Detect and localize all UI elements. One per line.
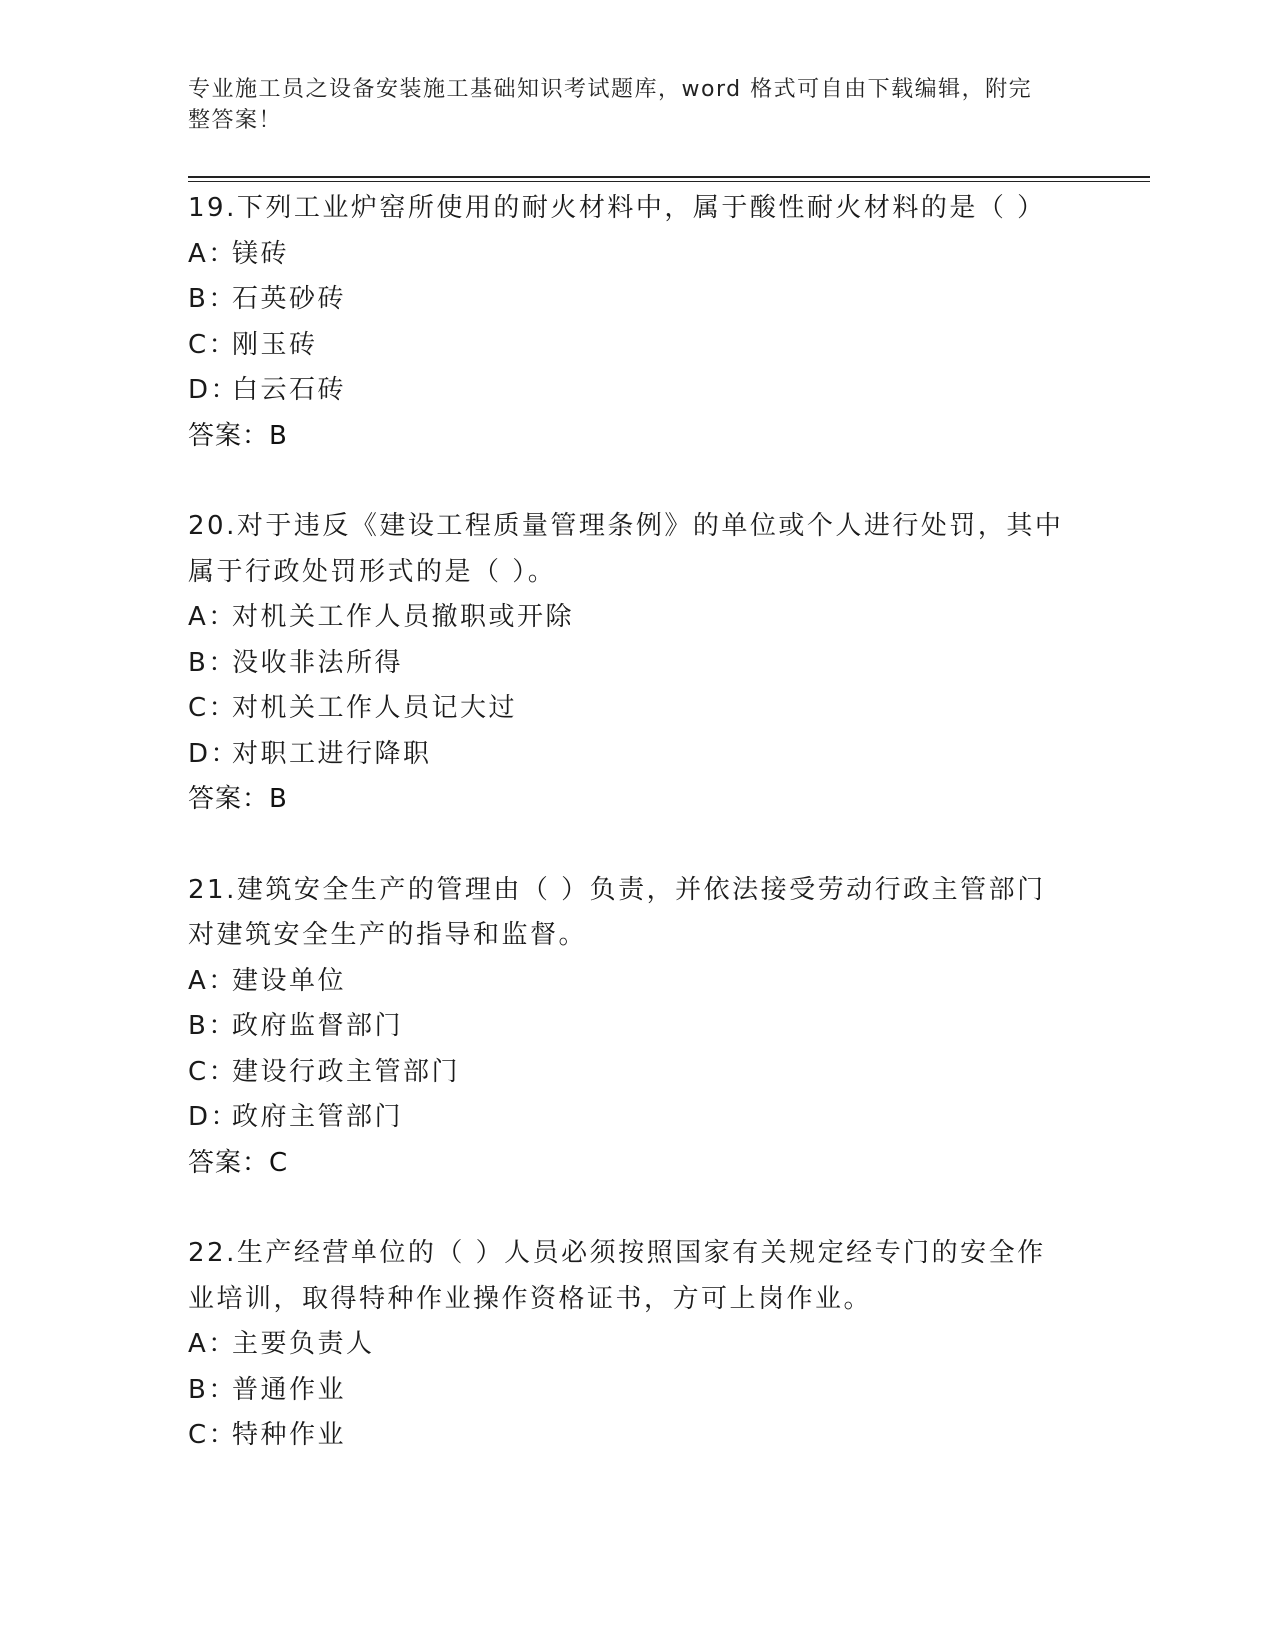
option-text: 白云石砖 <box>232 375 347 405</box>
question-stem-continued: 业培训，取得特种作业操作资格证书，方可上岗作业。 <box>188 1283 873 1314</box>
option-key: A： <box>188 238 237 269</box>
option-key: D： <box>188 1102 240 1132</box>
option-key: A： <box>188 602 237 632</box>
option-text: 主要负责人 <box>232 1329 375 1359</box>
option-text: 对职工进行降职 <box>232 738 432 769</box>
question-stem-continued: 属于行政处罚形式的是（ ）。 <box>188 556 557 587</box>
answer: 答案：C <box>188 1147 289 1178</box>
option-b <box>188 1004 1088 1050</box>
option-key: B： <box>188 647 237 678</box>
option-d <box>188 368 1088 414</box>
option-text: 没收非法所得 <box>232 647 404 678</box>
question-spacer <box>188 459 1088 504</box>
option-text: 普通作业 <box>232 1374 347 1405</box>
option-b <box>188 1368 1088 1414</box>
option-key: C： <box>188 1056 238 1087</box>
option-c <box>188 686 1088 732</box>
option-c <box>188 1050 1088 1096</box>
option-text: 对机关工作人员记大过 <box>232 693 518 723</box>
document-header <box>188 74 1068 136</box>
question-stem-continued: 对建筑安全生产的指导和监督。 <box>188 920 588 950</box>
option-a <box>188 1322 1088 1368</box>
option-b <box>188 641 1088 687</box>
option-text: 建设单位 <box>232 965 347 996</box>
question-22 <box>188 1231 1088 1459</box>
option-c <box>188 1413 1088 1459</box>
option-text: 特种作业 <box>232 1420 347 1450</box>
question-stem: 20.对于违反《建设工程质量管理条例》的单位或个人进行处罚，其中 <box>188 511 1064 541</box>
header-line-1: 专业施工员之设备安装施工基础知识考试题库，word 格式可自由下载编辑，附完 <box>188 77 1033 102</box>
question-list <box>188 186 1088 1459</box>
header-line-2: 整答案！ <box>188 108 283 133</box>
option-key: B： <box>188 284 237 314</box>
option-text: 石英砂砖 <box>232 284 347 314</box>
option-text: 刚玉砖 <box>232 329 318 360</box>
option-d <box>188 1095 1088 1141</box>
header-divider-thick <box>188 176 1150 178</box>
answer: 答案：B <box>188 420 288 451</box>
option-d <box>188 732 1088 778</box>
option-text: 建设行政主管部门 <box>232 1056 461 1087</box>
question-19 <box>188 186 1088 459</box>
option-a <box>188 232 1088 278</box>
option-text: 镁砖 <box>232 238 290 269</box>
question-spacer <box>188 823 1088 868</box>
answer: 答案：B <box>188 784 288 814</box>
option-text: 政府主管部门 <box>232 1102 404 1132</box>
option-key: C： <box>188 1420 238 1450</box>
option-key: A： <box>188 1329 237 1359</box>
header-divider-thin <box>188 181 1150 182</box>
option-key: D： <box>188 738 240 769</box>
option-key: B： <box>188 1374 237 1405</box>
option-key: B： <box>188 1011 237 1041</box>
question-20 <box>188 504 1088 823</box>
question-spacer <box>188 1186 1088 1231</box>
question-stem: 19.下列工业炉窑所使用的耐火材料中，属于酸性耐火材料的是（ ） <box>188 193 1046 223</box>
option-a <box>188 595 1088 641</box>
question-stem: 21.建筑安全生产的管理由（ ）负责，并依法接受劳动行政主管部门 <box>188 874 1046 905</box>
option-key: A： <box>188 965 237 996</box>
option-a <box>188 959 1088 1005</box>
option-key: C： <box>188 329 238 360</box>
option-b <box>188 277 1088 323</box>
question-stem: 22.生产经营单位的（ ）人员必须按照国家有关规定经专门的安全作 <box>188 1238 1046 1268</box>
question-21 <box>188 868 1088 1187</box>
option-key: C： <box>188 693 238 723</box>
option-text: 政府监督部门 <box>232 1011 404 1041</box>
option-c <box>188 323 1088 369</box>
option-text: 对机关工作人员撤职或开除 <box>232 602 575 632</box>
option-key: D： <box>188 375 240 405</box>
